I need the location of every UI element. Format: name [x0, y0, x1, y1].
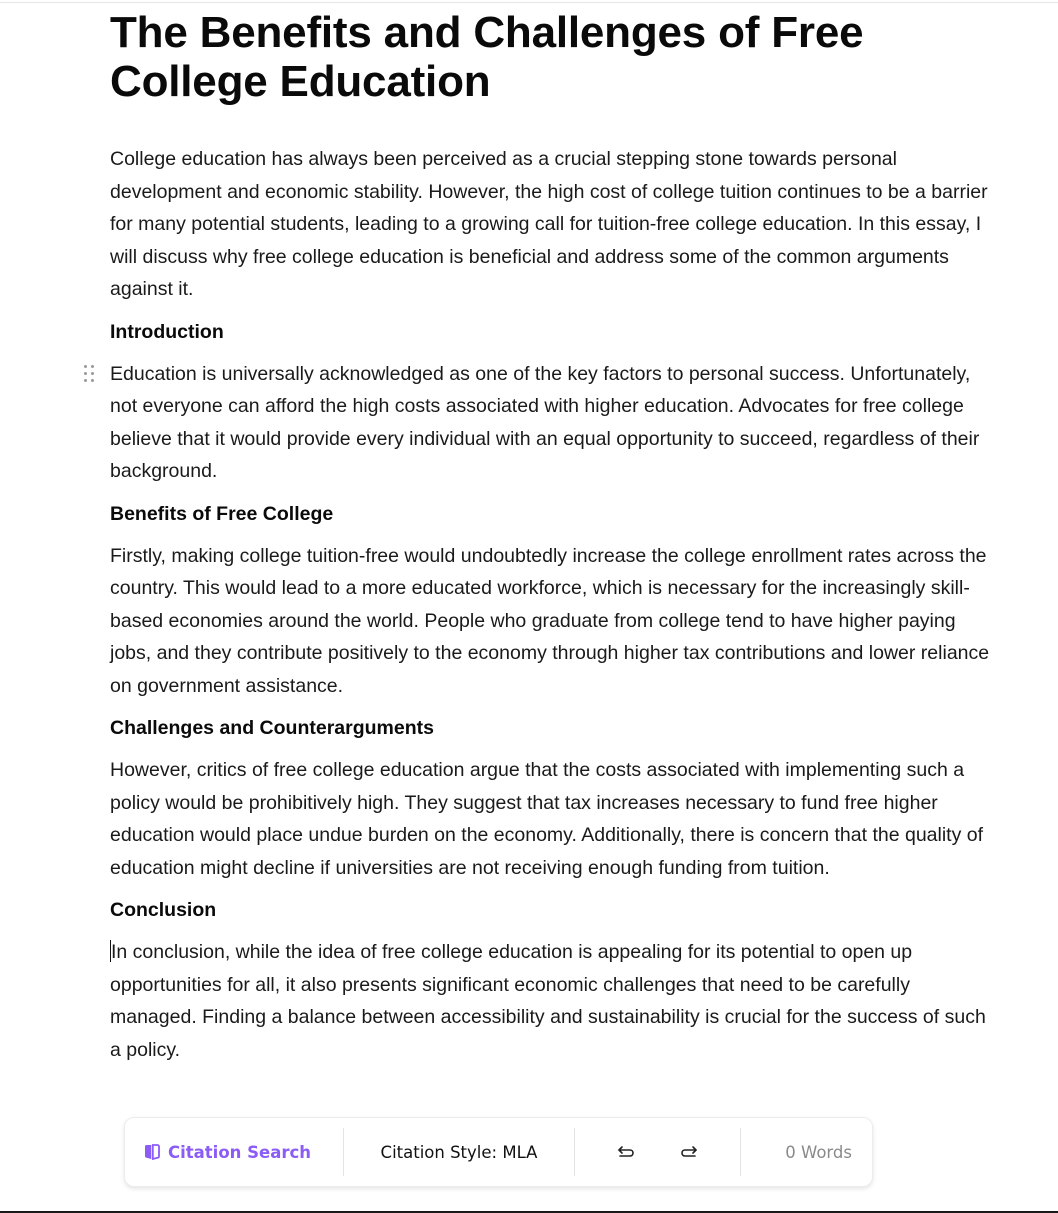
redo-icon	[680, 1145, 698, 1159]
paragraph-benefits[interactable]: Firstly, making college tuition-free would undoubtedly increase the college enrollment rates across the country. This would lead to a more educated workforce, which is necessary for the increasingly skill-based economies around the world. People who graduate from college tend to have higher paying jobs, and they contribute positively to the economy through higher tax contributions and lower reliance on government assistance.	[110, 544, 990, 697]
heading-benefits[interactable]: Benefits of Free College	[110, 502, 334, 525]
paragraph-challenges[interactable]: However, critics of free college education argue that the costs associated with implementing such a policy would be prohibitively high. They suggest that tax increases necessary to fund free higher education would place undue burden on the economy. Additionally, there is concern that the quality of education might decline if universities are not receiving enough funding from tuition.	[110, 759, 984, 879]
book-icon	[143, 1143, 161, 1161]
document-title[interactable]: The Benefits and Challenges of Free College Education	[110, 8, 864, 106]
paragraph-conclusion[interactable]	[110, 936, 1000, 1066]
editor-toolbar	[124, 1117, 873, 1187]
citation-search-button[interactable]	[125, 1118, 343, 1186]
document-editor[interactable]	[110, 8, 1000, 1076]
paragraph-text: Education is universally acknowledged as one of the key factors to personal success. Unfortunately, not everyone can afford the high costs associated with higher education. Advocates for free college believe that it would provide every individual with an equal opportunity to succeed, regardless of their background.	[110, 362, 980, 482]
top-border	[0, 2, 1058, 3]
redo-button[interactable]	[675, 1138, 703, 1166]
history-controls	[575, 1138, 740, 1166]
undo-icon	[617, 1145, 635, 1159]
drag-handle-icon[interactable]	[84, 365, 96, 383]
undo-button[interactable]	[612, 1138, 640, 1166]
paragraph-introduction[interactable]	[110, 358, 1000, 488]
heading-conclusion[interactable]: Conclusion	[110, 899, 217, 921]
word-count: 0 Words	[785, 1142, 852, 1162]
citation-style-selector[interactable]: Citation Style: MLA	[380, 1142, 538, 1162]
paragraph-intro[interactable]: College education has always been perceived as a crucial stepping stone towards personal development and economic stability. However, the high cost of college tuition continues to be a barrier for many potential students, leading to a growing call for tuition-free college education. In this essay, I will discuss why free college education is beneficial and address some of the common arguments against it.	[110, 148, 988, 300]
paragraph-text: In conclusion, while the idea of free college education is appealing for its potential to open up opportunities for all, it also presents significant economic challenges that need to be carefully managed. Finding a balance between accessibility and sustainability is crucial for the success of such a policy.	[110, 941, 986, 1061]
heading-introduction[interactable]: Introduction	[110, 320, 224, 343]
heading-challenges[interactable]: Challenges and Counterarguments	[110, 717, 434, 739]
citation-search-label: Citation Search	[168, 1142, 312, 1162]
